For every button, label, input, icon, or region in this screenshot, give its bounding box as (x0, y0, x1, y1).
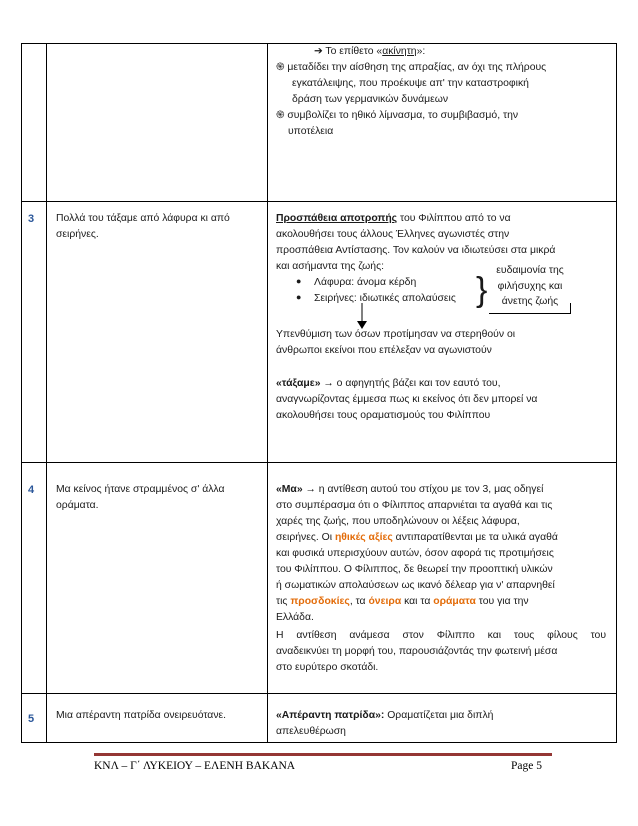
table-right-border (616, 43, 617, 743)
highlight-term: όνειρα (368, 596, 402, 607)
taxame-note: «τάξαμε» → ο αφηγητής βάζει και τον εαυτό του, αναγνωρίζοντας έμμεσα πως κι εκείνος ότι δεν μπορεί να ακολουθήσει τους οραματισμούς του Φιλίππου (276, 378, 538, 421)
row-divider (21, 201, 617, 202)
column-divider (267, 43, 268, 743)
row3-commentary: Προσπάθεια αποτροπής του Φιλίππου από το να ακολουθήσει τους άλλους Έλληνες αγωνιστές στην προσπάθεια Αντίστασης. Τον καλούν να ιδιωτεύσει στα μικρά και ασήμαντα της ζωής: (276, 213, 556, 272)
box-border (489, 313, 571, 314)
bullet-dot: ● (296, 276, 302, 286)
row-divider (21, 693, 617, 694)
epithet-line: ➔ Το επίθετο «ακίνητη»: (314, 46, 426, 57)
bullet-item: Σειρήνες: ιδιωτικές απολαύσεις (314, 293, 456, 304)
row-divider (21, 462, 617, 463)
epithet-point: ֍ μεταδίδει την αίσθηση της απραξίας, αν όχι της πλήρους (276, 62, 547, 73)
box-border (570, 303, 571, 313)
row5-commentary: «Απέραντη πατρίδα»: Οραματίζεται μια διπλή απελευθέρωση (276, 710, 494, 737)
footer-title: ΚΝΛ – Γ΄ ΛΥΚΕΙΟΥ – ΕΛΕΝΗ ΒΑΚΑΝΑ (94, 760, 296, 772)
highlight-term: ηθικές αξίες (334, 532, 393, 543)
table-left-border (21, 43, 22, 743)
page-number: Page 5 (511, 760, 542, 772)
top-commentary: ➔ Το επίθετο «ακίνητη»: ֍ μεταδίδει την αίσθηση της απραξίας, αν όχι της πλήρους εγκατάλειψης, που προέκυψε απ' την καταστροφική δράση των γερμανικών δυνάμεων ֍ συμβολίζει το ηθικό λίμνασμα, το συμβιβασμό, την υποτέλεια (276, 44, 606, 140)
down-arrow-icon (356, 303, 368, 329)
table-bottom-border (21, 742, 617, 743)
column-divider (46, 43, 47, 743)
highlight-term: προσδοκίες (290, 596, 350, 607)
verse-text: Πολλά του τάξαμε από λάφυρα κι από σειρήνες. (56, 213, 230, 240)
spiral-bullet-icon: ֍ (276, 110, 285, 121)
contrast-paragraph: Η αντίθεση ανάμεσα στον Φίλιππο και τους φίλους του αναδεικνύει τη μορφή του, παρουσιάζοντάς την φωτεινή μέσα στο ευρύτερο σκοτάδι. (276, 630, 606, 673)
arrow-icon: ➔ (314, 46, 323, 57)
bullet-item: Λάφυρα: άνομα κέρδη (314, 277, 417, 288)
verse-text: Μα κείνος ήτανε στραμμένος σ' άλλα οράματα. (56, 484, 225, 511)
row4-commentary: «Μα» → η αντίθεση αυτού του στίχου με τον 3, μας οδηγεί στο συμπέρασμα ότι ο Φίλιππος απαρνιέται τα αγαθά και τις χαρές της ζωής, που υποδηλώνουν οι λέξεις λάφυρα, σειρήνες. Οι ηθικές αξίες αντιπαρατίθενται με τα υλικά αγαθά και φυσικά υπερισχύουν αυτών, όσον αφορά τις προτιμήσεις του Φιλίππου. Ο Φίλιππος, δε θεωρεί την προοπτική υλικών ή σωματικών απολαύσεων ως ικανό δέλεαρ για ν' απαρνηθεί τις προσδοκίες, τα όνειρα και τα οράματα του για την Ελλάδα. (276, 484, 558, 623)
epithet-point: ֍ συμβολίζει το ηθικό λίμνασμα, το συμβιβασμό, την (276, 110, 519, 121)
reminder-text: Υπενθύμιση των όσων προτίμησαν να στερηθούν οι άνθρωποι εκείνοι που επέλεξαν να αγωνιστούν (276, 329, 516, 356)
verse-text: Μια απέραντη πατρίδα ονειρευότανε. (56, 710, 227, 721)
row-number: 3 (28, 213, 35, 225)
footer-rule (94, 753, 552, 756)
meaning-box: ευδαιμονία της φιλήσυχης και άνετης ζωής (489, 263, 571, 313)
row-number: 5 (28, 713, 35, 725)
curly-brace: } (476, 271, 488, 309)
spiral-bullet-icon: ֍ (276, 62, 285, 73)
bullet-dot: ● (296, 292, 302, 302)
highlight-term: οράματα (433, 596, 476, 607)
row-number: 4 (28, 484, 35, 496)
